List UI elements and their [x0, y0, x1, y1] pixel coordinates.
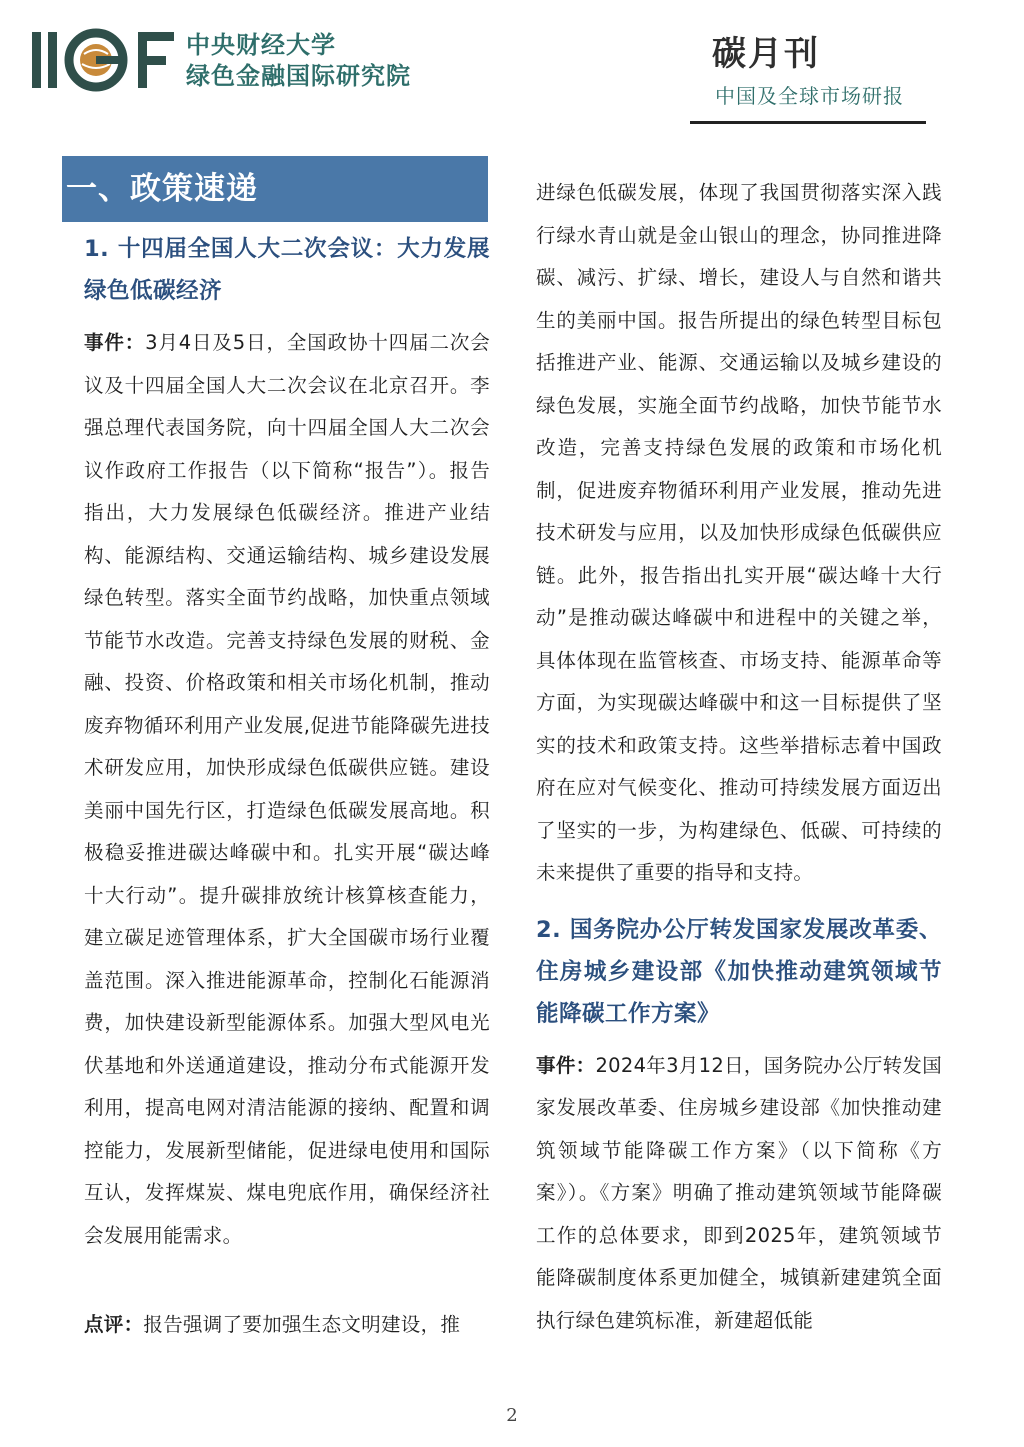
header-divider: [690, 121, 926, 124]
magazine-subtitle: 中国及全球市场研报: [715, 84, 904, 108]
comment-text-continued: 进绿色低碳发展，体现了我国贯彻落实深入践行绿水青山就是金山银山的理念，协同推进降碳、减污、扩绿、增长，建设人与自然和谐共生的美丽中国。报告所提出的绿色转型目标包括推进产业、能源、交通运输以及城乡建设的绿色发展，实施全面节约战略，加快节能节水改造，完善支持绿色发展的政策和市场化机制，促进废弃物循环利用产业发展，推动先进技术研发与应用，以及加快形成绿色低碳供应链。此外，报告指出扎实开展“碳达峰十大行动”是推动碳达峰碳中和进程中的关键之举，具体体现在监管核查、市场支持、能源革命等方面，为实现碳达峰碳中和这一目标提供了坚实的技术和政策支持。这些举措标志着中国政府在应对气候变化、推动可持续发展方面迈出了坚实的一步，为构建绿色、低碳、可持续的未来提供了重要的指导和支持。: [536, 181, 942, 884]
event-text: 3月4日及5日，全国政协十四届二次会议及十四届全国人大二次会议在北京召开。李强总理代表国务院，向十四届全国人大二次会议作政府工作报告（以下简称“报告”）。报告指出，大力发展绿色低碳经济。推进产业结构、能源结构、交通运输结构、城乡建设发展绿色转型。落实全面节约战略，加快重点领域节能节水改造。完善支持绿色发展的财税、金融、投资、价格政策和相关市场化机制，推动废弃物循环利用产业发展,促进节能降碳先进技术研发应用，加快形成绿色低碳供应链。建设美丽中国先行区，打造绿色低碳发展高地。积极稳妥推进碳达峰碳中和。扎实开展“碳达峰十大行动”。提升碳排放统计核算核查能力，建立碳足迹管理体系，扩大全国碳市场行业覆盖范围。深入推进能源革命，控制化石能源消费，加快建设新型能源体系。加强大型风电光伏基地和外送通道建设，推动分布式能源开发利用，提高电网对清洁能源的接纳、配置和调控能力，发展新型储能，促进绿电使用和国际互认，发挥煤炭、煤电兜底作用，确保经济社会发展用能需求。: [84, 331, 490, 1247]
left-column: [84, 228, 490, 1257]
institution-name: [186, 30, 411, 92]
right-column: [536, 172, 942, 1342]
iigf-logo: [30, 28, 180, 92]
page-number: 2: [506, 1405, 518, 1426]
section-title: 一、政策速递: [62, 156, 488, 222]
event-text-2: 2024年3月12日，国务院办公厅转发国家发展改革委、住房城乡建设部《加快推动建筑领域节能降碳工作方案》（以下简称《方案》）。《方案》明确了推动建筑领域节能降碳工作的总体要求，即到2025年，建筑领域节能降碳制度体系更加健全，城镇新建建筑全面执行绿色建筑标准，新建超低能: [536, 1053, 942, 1332]
institution-line-2: 绿色金融国际研究院: [186, 62, 411, 90]
comment-text-part-1: 报告强调了要加强生态文明建设，推: [143, 1313, 461, 1336]
article-2-heading: 2. 国务院办公厅转发国家发展改革委、住房城乡建设部《加快推动建筑领域节能降碳工作方案》: [536, 916, 942, 1027]
article-2-event: [536, 1045, 942, 1343]
article-1-event: [84, 322, 490, 1257]
event-label: 事件：: [84, 331, 146, 354]
magazine-title: 碳月刊: [712, 34, 820, 74]
article-1-heading: 1. 十四届全国人大二次会议：大力发展绿色低碳经济: [84, 236, 490, 304]
institution-line-1: 中央财经大学: [186, 31, 336, 59]
event-label-2: 事件：: [536, 1053, 596, 1077]
comment-label: 点评：: [84, 1313, 144, 1336]
comment-start: [84, 1304, 490, 1347]
